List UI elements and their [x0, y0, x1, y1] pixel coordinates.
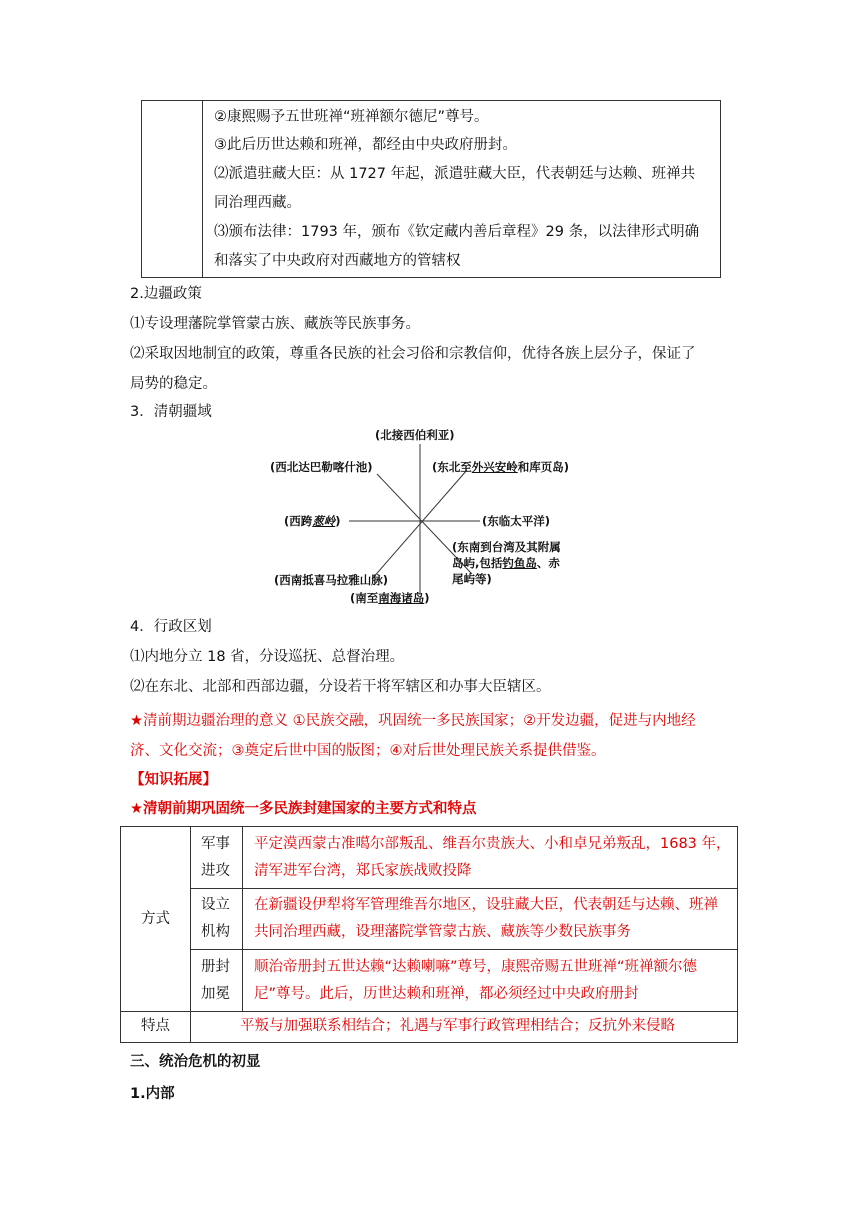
- table-row-text: 和落实了中央政府对西藏地方的管辖权: [214, 253, 461, 269]
- feature-content: 平叛与加强联系相结合；礼遇与军事行政管理相结合；反抗外来侵略: [240, 1018, 675, 1034]
- feature-label: 特点: [141, 1018, 170, 1034]
- territory-title: 3．清朝疆域: [130, 404, 212, 420]
- row-type: 机构: [201, 924, 230, 940]
- border-policy-item-1: ⑴专设理藩院掌管蒙古族、藏族等民族事务。: [130, 316, 420, 332]
- border-policy-item-2-cont: 局势的稳定。: [130, 376, 217, 392]
- table-row-text: ③此后历世达赖和班禅，都经由中央政府册封。: [214, 137, 517, 153]
- row-type: 册封: [201, 959, 230, 975]
- south-label: (南至南海诸岛): [350, 591, 430, 605]
- west-label: (西跨葱岭): [284, 514, 341, 528]
- northwest-label: (西北达巴勒喀什池): [270, 460, 373, 474]
- northeast-label: (东北至外兴安岭和库页岛): [432, 460, 570, 474]
- significance-text: ★清前期边疆治理的意义 ①民族交融，巩固统一多民族国家；②开发边疆，促进与内地经: [130, 713, 696, 729]
- table-row-text: 同治理西藏。: [214, 195, 301, 211]
- row-content: 尼”尊号。此后，历世达赖和班禅，都必须经过中央政府册封: [254, 986, 639, 1002]
- section3-subtitle: 1.内部: [130, 1086, 175, 1102]
- row-type: 进攻: [201, 863, 230, 879]
- method-label: 方式: [141, 911, 170, 927]
- column-divider: [190, 827, 191, 1011]
- table-row-text: ②康熙赐予五世班禅“班禅额尔德尼”尊号。: [214, 109, 489, 125]
- east-label: (东临太平洋): [482, 514, 551, 528]
- section3-title: 三、统治危机的初显: [130, 1054, 261, 1070]
- border-policy-item-2: ⑵采取因地制宜的政策，尊重各民族的社会习俗和宗教信仰，优待各族上层分子，保证了: [130, 346, 696, 362]
- row-content: 在新疆设伊犁将军管理维吾尔地区，设驻藏大臣，代表朝廷与达赖、班禅: [254, 897, 718, 913]
- column-divider: [242, 827, 243, 1011]
- row-type: 设立: [201, 897, 230, 913]
- table-row-text: ⑵派遣驻藏大臣：从 1727 年起，派遣驻藏大臣，代表朝廷与达赖、班禅共: [214, 166, 696, 182]
- admin-title: 4．行政区划: [130, 619, 212, 635]
- consolidation-methods-table: [120, 826, 738, 1043]
- row-content: 清军进军台湾，郑氏家族战败投降: [254, 863, 472, 879]
- table-column-divider: [202, 101, 203, 277]
- qing-territory-diagram: [262, 424, 602, 614]
- column-divider: [190, 1011, 191, 1042]
- tibet-governance-table: [141, 100, 721, 278]
- row-divider: [190, 949, 738, 950]
- southeast-label: (东南到台湾及其附属 岛屿,包括钓鱼岛、赤 尾屿等): [452, 540, 561, 586]
- row-divider: [121, 1011, 737, 1012]
- border-policy-title: 2.边疆政策: [130, 286, 202, 302]
- significance-text-cont: 济、文化交流；③奠定后世中国的版图；④对后世处理民族关系提供借鉴。: [130, 743, 606, 759]
- extension-heading: ★清朝前期巩固统一多民族封建国家的主要方式和特点: [130, 801, 477, 817]
- southwest-label: (西南抵喜马拉雅山脉): [274, 573, 389, 587]
- table-row-text: ⑶颁布法律：1793 年，颁布《钦定藏内善后章程》29 条，以法律形式明确: [214, 224, 700, 240]
- north-label: (北接西伯利亚): [375, 428, 455, 442]
- row-type: 加冕: [201, 986, 230, 1002]
- row-content: 顺治帝册封五世达赖“达赖喇嘛”尊号，康熙帝赐五世班禅“班禅额尔德: [254, 959, 698, 975]
- row-content: 平定漠西蒙古准噶尔部叛乱、维吾尔贵族大、小和卓兄弟叛乱，1683 年，: [254, 836, 731, 852]
- admin-item-2: ⑵在东北、北部和西部边疆，分设若干将军辖区和办事大臣辖区。: [130, 679, 551, 695]
- admin-item-1: ⑴内地分立 18 省，分设巡抚、总督治理。: [130, 649, 405, 665]
- row-divider: [190, 888, 738, 889]
- row-type: 军事: [201, 836, 230, 852]
- row-content: 共同治理西藏，设理藩院掌管蒙古族、藏族等少数民族事务: [254, 924, 631, 940]
- knowledge-extension-label: 【知识拓展】: [130, 772, 217, 788]
